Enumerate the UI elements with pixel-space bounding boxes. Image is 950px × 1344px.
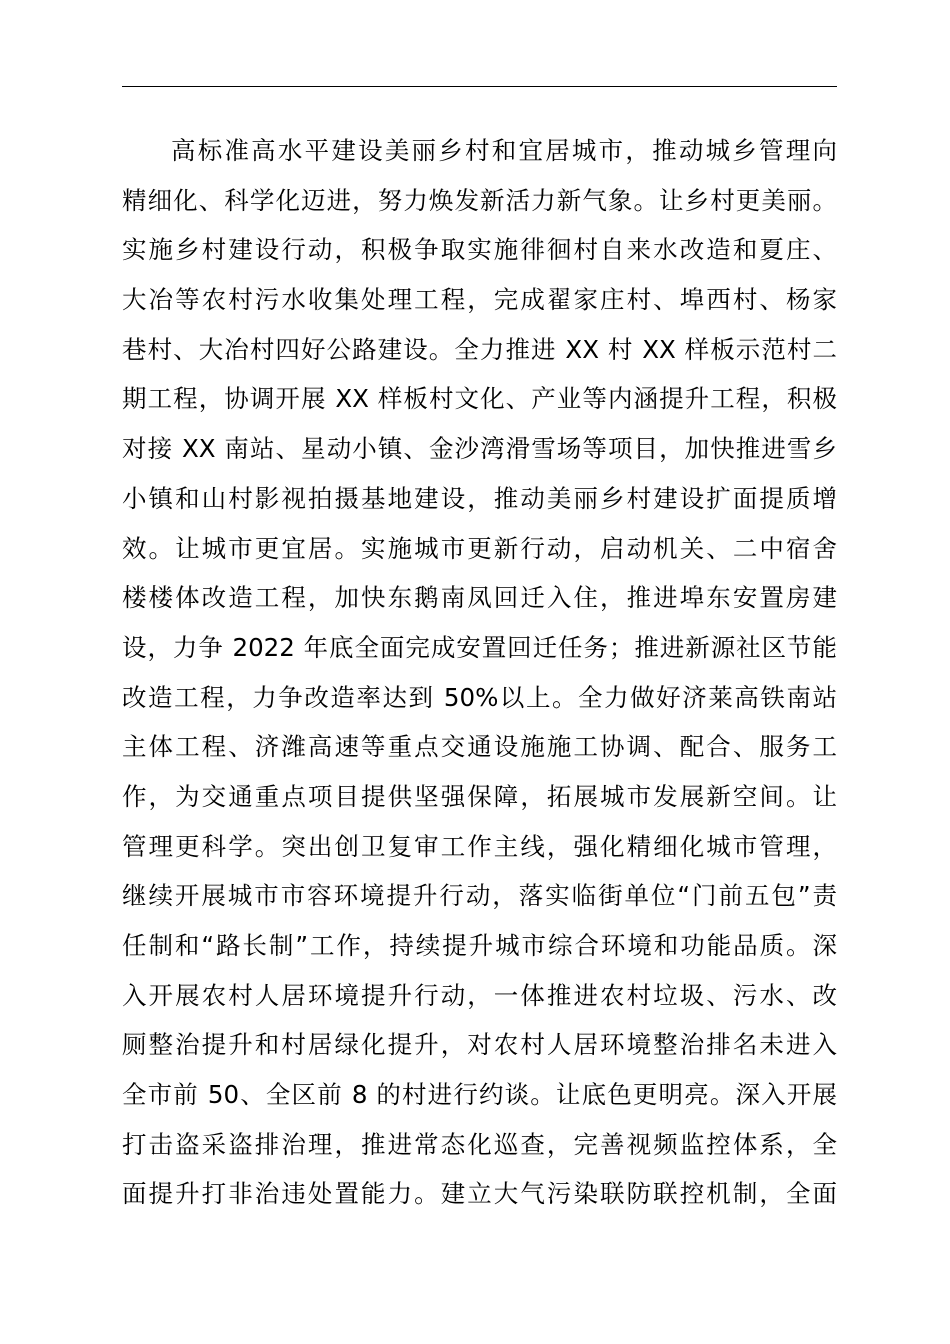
paragraph-line-9: 效。让城市更宜居。实施城市更新行动，启动机关、二中宿舍 [122, 533, 837, 563]
paragraph-line-3: 实施乡村建设行动，积极争取实施徘徊村自来水改造和夏庄、 [122, 235, 837, 265]
paragraph-line-19: 厕整治提升和村居绿化提升，对农村人居环境整治排名未进入 [122, 1030, 837, 1060]
paragraph-line-7: 对接 XX 南站、星动小镇、金沙湾滑雪场等项目，加快推进雪乡 [122, 434, 837, 464]
header-rule [122, 86, 837, 87]
paragraph-line-2: 精细化、科学化迈进，努力焕发新活力新气象。让乡村更美丽。 [122, 185, 837, 215]
paragraph-line-20: 全市前 50、全区前 8 的村进行约谈。让底色更明亮。深入开展 [122, 1080, 837, 1110]
paragraph-line-4: 大冶等农村污水收集处理工程，完成翟家庄村、埠西村、杨家 [122, 285, 837, 315]
paragraph-line-6: 期工程，协调开展 XX 样板村文化、产业等内涵提升工程，积极 [122, 384, 837, 414]
paragraph-line-21: 打击盗采盗排治理，推进常态化巡查，完善视频监控体系，全 [122, 1129, 837, 1159]
paragraph-line-16: 继续开展城市市容环境提升行动，落实临街单位“门前五包”责 [122, 881, 837, 911]
paragraph-line-13: 主体工程、济潍高速等重点交通设施施工协调、配合、服务工 [122, 732, 837, 762]
paragraph-line-22: 面提升打非治违处置能力。建立大气污染联防联控机制，全面 [122, 1179, 837, 1209]
paragraph-line-12: 改造工程，力争改造率达到 50%以上。全力做好济莱高铁南站 [122, 682, 837, 712]
paragraph-line-5: 巷村、大冶村四好公路建设。全力推进 XX 村 XX 样板示范村二 [122, 334, 837, 364]
paragraph-line-10: 楼楼体改造工程，加快东鹅南凤回迁入住，推进埠东安置房建 [122, 583, 837, 613]
paragraph-line-11: 设，力争 2022 年底全面完成安置回迁任务；推进新源社区节能 [122, 632, 837, 662]
paragraph-line-8: 小镇和山村影视拍摄基地建设，推动美丽乡村建设扩面提质增 [122, 483, 837, 513]
paragraph-line-14: 作，为交通重点项目提供坚强保障，拓展城市发展新空间。让 [122, 781, 837, 811]
paragraph-line-18: 入开展农村人居环境提升行动，一体推进农村垃圾、污水、改 [122, 980, 837, 1010]
body-paragraph [122, 126, 837, 1219]
paragraph-line-1: 高标准高水平建设美丽乡村和宜居城市，推动城乡管理向 [171, 136, 837, 165]
paragraph-line-17: 任制和“路长制”工作，持续提升城市综合环境和功能品质。深 [122, 931, 837, 960]
paragraph-line-15: 管理更科学。突出创卫复审工作主线，强化精细化城市管理， [122, 831, 837, 861]
